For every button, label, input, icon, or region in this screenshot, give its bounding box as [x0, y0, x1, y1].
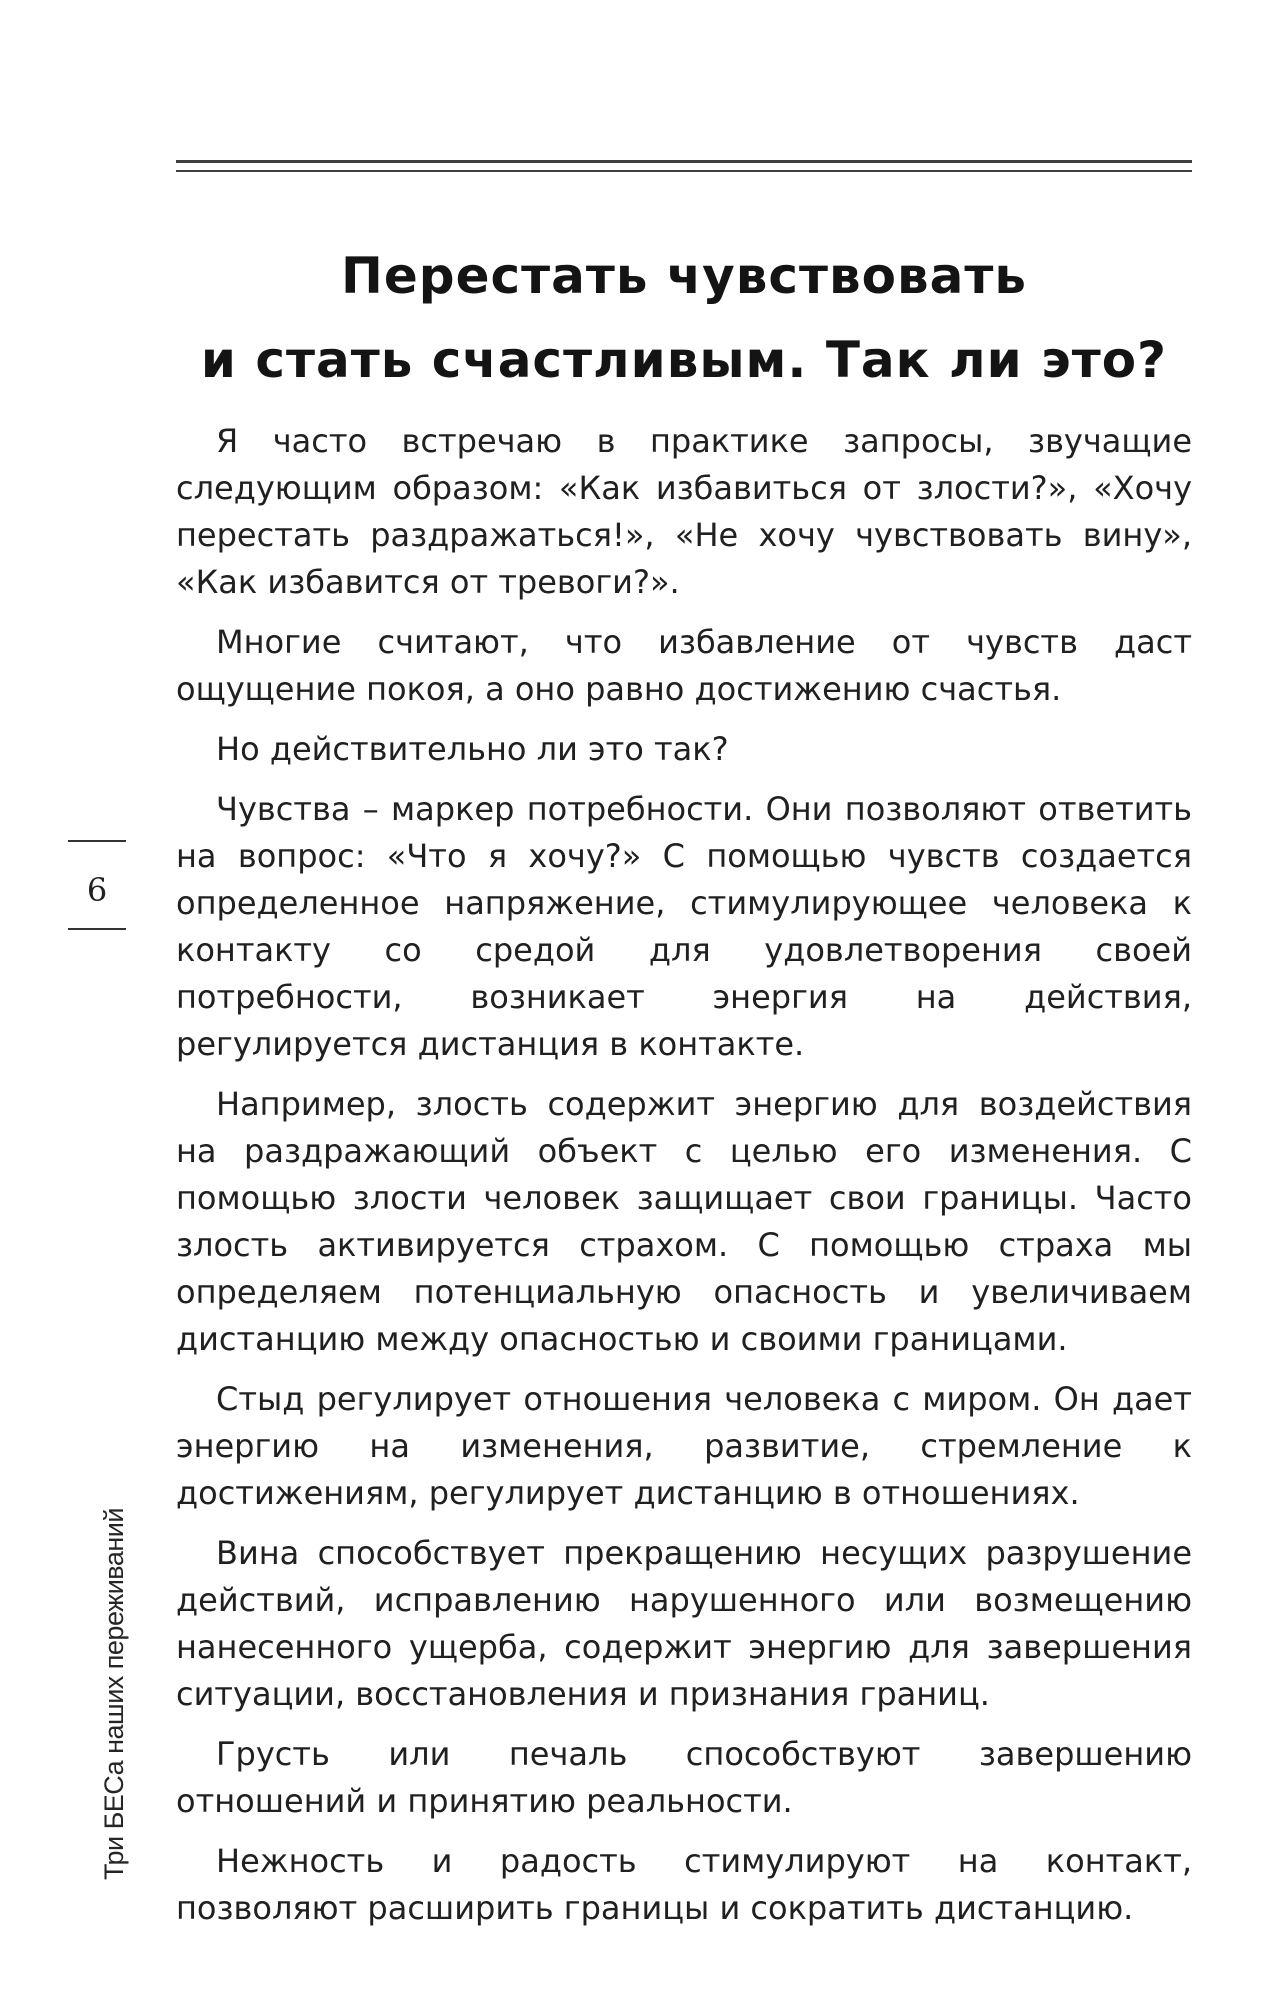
paragraph: Стыд регулирует отношения человека с миром. Он дает энергию на изменения, развитие, стремление к достижениям, регулирует дистанцию в отношениях.: [176, 1380, 1192, 1512]
header-rule-bottom: [176, 170, 1192, 172]
paragraph: Нежность и радость стимулируют на контакт, позволяют расширить границы и сократить дистанцию.: [176, 1842, 1192, 1927]
chapter-title-line-1: Перестать чувствовать: [341, 246, 1027, 305]
paragraph: Но действительно ли это так?: [216, 730, 729, 768]
body-text: [176, 418, 1192, 1945]
paragraph: Вина способствует прекращению несущих разрушение действий, исправлению нарушенного или возмещению нанесенного ущерба, содержит энергию для завершения ситуации, восстановления и признания границ.: [176, 1534, 1192, 1713]
chapter-title: [176, 234, 1192, 402]
running-title: Три БЕСа наших переживаний: [99, 1508, 129, 1880]
page-number-rule-bottom: [68, 928, 126, 930]
chapter-title-line-2: и стать счастливым. Так ли это?: [200, 330, 1168, 389]
paragraph: Грусть или печаль способствуют завершению отношений и принятию реальности.: [176, 1735, 1192, 1820]
paragraph: Чувства – маркер потребности. Они позволяют ответить на вопрос: «Что я хочу?» С помощью чувств создается определенное напряжение, стимулирующее человека к контакту со средой для удовлетворения своей потребности, возникает энергия на действия, регулируется дистанция в контакте.: [176, 790, 1192, 1063]
page-number: 6: [86, 871, 108, 909]
paragraph: Многие считают, что избавление от чувств даст ощущение покоя, а оно равно достижению счастья.: [176, 623, 1192, 708]
paragraph: Я часто встречаю в практике запросы, звучащие следующим образом: «Как избавиться от злости?», «Хочу перестать раздражаться!», «Не хочу чувствовать вину», «Как избавится от тревоги?».: [176, 422, 1192, 601]
header-rule-top: [176, 160, 1192, 163]
paragraph: Например, злость содержит энергию для воздействия на раздражающий объект с целью его изменения. С помощью злости человек защищает свои границы. Часто злость активируется страхом. С помощью страха мы определяем потенциальную опасность и увеличиваем дистанцию между опасностью и своими границами.: [176, 1085, 1192, 1358]
